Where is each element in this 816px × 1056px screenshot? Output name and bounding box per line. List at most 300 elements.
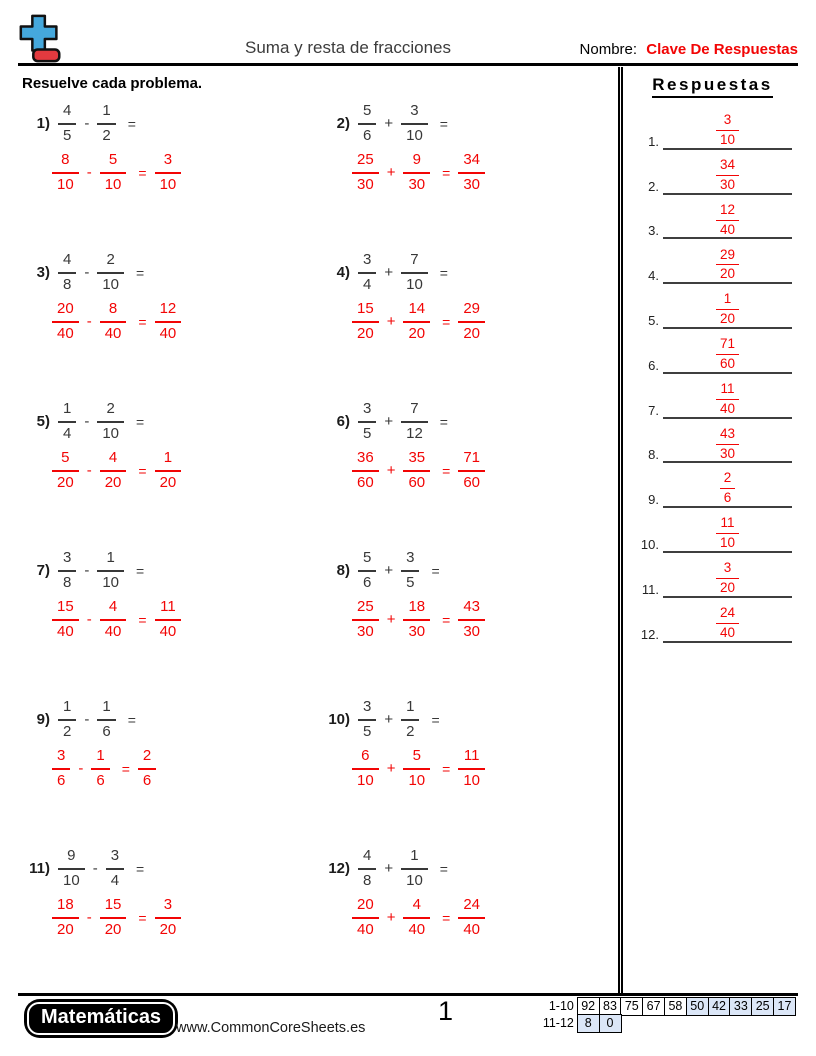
fraction-numerator: 43 [716,427,739,445]
work-fraction-second [100,599,127,640]
fraction-denominator: 10 [719,535,736,551]
equals-sign: = [136,413,145,430]
operator-sign: + [384,562,394,579]
answer-item [633,284,792,329]
answer-fraction [716,606,739,641]
fraction-numerator: 6 [352,748,379,770]
fraction-denominator: 8 [63,573,72,591]
fraction-denominator: 6 [363,573,372,591]
fraction-numerator: 3 [155,152,182,174]
equals-sign: = [442,462,451,479]
equals-sign: = [138,313,147,330]
answer-fraction [716,382,739,417]
problem-worked-solution [52,450,318,491]
fraction-second [401,848,428,889]
answer-blank-line [663,292,792,329]
fraction-first [358,401,376,442]
equals-sign: = [136,264,145,281]
problem-number: 6) [336,413,350,430]
fraction-numerator: 18 [52,897,79,919]
answer-fraction [716,113,739,148]
result-fraction [155,450,182,491]
score-row-2 [536,1014,796,1033]
score-row-label: 1-10 [548,999,574,1013]
answer-number: 4. [648,268,659,284]
operator-sign: - [86,462,92,479]
fraction-numerator: 4 [58,252,76,274]
fraction-numerator: 3 [358,699,376,721]
score-cell: 92 [577,997,600,1016]
problem-equation [318,550,618,591]
problems-area [18,67,618,993]
score-cell: 33 [729,997,752,1016]
fraction-denominator: 40 [463,920,481,938]
problem-worked-solution [352,152,618,193]
answer-item [633,195,792,240]
equals-sign: = [439,264,448,281]
fraction-numerator: 25 [352,599,379,621]
fraction-second [97,401,124,442]
fraction-numerator: 2 [720,471,736,489]
problem-number: 3) [36,264,50,281]
operator-sign: - [84,711,90,728]
work-fraction-first [352,599,379,640]
fraction-denominator: 10 [406,871,423,889]
answer-fraction [716,248,739,283]
score-cell: 50 [686,997,709,1016]
operator-sign: + [384,264,394,281]
result-fraction [138,748,156,789]
fraction-denominator: 2 [406,722,415,740]
fraction-numerator: 43 [458,599,485,621]
equals-sign: = [138,611,147,628]
answer-number: 11. [641,581,659,597]
fraction-numerator: 1 [401,848,428,870]
fraction-numerator: 5 [358,550,376,572]
fraction-denominator: 5 [363,424,372,442]
problem-equation [318,401,618,442]
answer-fraction [716,203,739,238]
fraction-numerator: 34 [716,158,739,176]
answer-key-text: Clave De Respuestas [646,41,798,58]
fraction-denominator: 30 [719,176,736,192]
fraction-denominator: 20 [719,579,736,595]
equals-sign: = [138,462,147,479]
fraction-denominator: 8 [363,871,372,889]
fraction-denominator: 40 [57,622,74,640]
answer-number: 12. [640,626,659,642]
fraction-numerator: 18 [403,599,430,621]
fraction-numerator: 3 [106,848,124,870]
problems-grid [18,94,618,988]
answer-blank-line [663,158,792,195]
answers-column [618,67,798,993]
work-fraction-second [403,897,430,938]
answer-number: 3. [648,223,659,239]
fraction-denominator: 10 [102,275,120,293]
fraction-numerator: 34 [458,152,485,174]
fraction-denominator: 6 [363,126,372,144]
fraction-numerator: 1 [97,103,115,125]
problem-equation [18,401,318,442]
problem-item [318,392,618,541]
fraction-second [106,848,124,889]
answer-number: 1. [648,133,659,149]
fraction-denominator: 10 [406,275,423,293]
fraction-denominator: 20 [57,473,74,491]
operator-sign: - [84,413,90,430]
fraction-first [58,550,76,591]
answer-item [633,374,792,419]
answer-number: 9. [648,492,659,508]
equals-sign: = [442,611,451,628]
answer-number: 2. [648,178,659,194]
problem-worked-solution [352,599,618,640]
fraction-numerator: 15 [352,301,379,323]
fraction-denominator: 40 [719,400,736,416]
fraction-denominator: 40 [408,920,426,938]
operator-sign: - [86,164,92,181]
work-fraction-second [100,897,127,938]
fraction-denominator: 20 [57,920,74,938]
equals-sign: = [442,164,451,181]
problem-item [318,243,618,392]
problem-number: 2) [336,115,350,132]
fraction-denominator: 60 [408,473,426,491]
fraction-denominator: 10 [406,126,423,144]
score-cell: 25 [751,997,774,1016]
fraction-numerator: 1 [97,699,115,721]
answer-item [633,105,792,150]
fraction-denominator: 8 [63,275,72,293]
answer-number: 8. [648,447,659,463]
score-cell: 0 [599,1014,622,1033]
problem-worked-solution [352,748,618,789]
fraction-second [401,252,428,293]
operator-sign: + [384,413,394,430]
fraction-numerator: 1 [401,699,419,721]
problem-item [318,839,618,988]
operator-sign: - [86,611,92,628]
equals-sign: = [127,711,136,728]
fraction-denominator: 20 [159,920,177,938]
fraction-numerator: 3 [716,113,739,131]
answer-item [633,598,792,643]
problem-worked-solution [52,599,318,640]
fraction-denominator: 6 [102,722,111,740]
fraction-numerator: 1 [155,450,182,472]
problem-number: 12) [328,860,350,877]
fraction-numerator: 29 [458,301,485,323]
work-fraction-first [352,897,379,938]
fraction-second [97,252,124,293]
answer-blank-line [663,606,792,643]
fraction-denominator: 40 [159,622,177,640]
fraction-numerator: 2 [97,252,124,274]
equals-sign: = [431,711,440,728]
fraction-numerator: 5 [358,103,376,125]
fraction-denominator: 5 [63,126,72,144]
fraction-numerator: 8 [100,301,127,323]
equals-sign: = [138,164,147,181]
equals-sign: = [138,909,147,926]
fraction-numerator: 1 [91,748,109,770]
fraction-first [58,252,76,293]
fraction-denominator: 10 [408,771,426,789]
instruction-text: Resuelve cada problema. [22,75,203,92]
fraction-denominator: 40 [357,920,374,938]
answer-fraction [716,427,739,462]
score-cell: 58 [664,997,687,1016]
operator-sign: + [386,760,396,777]
answer-fraction [716,516,739,551]
work-fraction-first [352,748,379,789]
work-fraction-first [52,450,79,491]
fraction-denominator: 10 [63,871,80,889]
fraction-numerator: 5 [100,152,127,174]
problem-equation [18,699,318,740]
fraction-second [97,103,115,144]
answer-item [633,150,792,195]
footer [18,993,798,1056]
operator-sign: + [384,115,394,132]
equals-sign: = [439,115,448,132]
problem-number: 4) [336,264,350,281]
result-fraction [155,152,182,193]
fraction-numerator: 4 [100,450,127,472]
score-row-label: 11-12 [542,1016,574,1031]
operator-sign: - [84,562,90,579]
operator-sign: - [86,909,92,926]
fraction-second [97,699,115,740]
problem-worked-solution [352,897,618,938]
work-fraction-second [100,301,127,342]
fraction-numerator: 7 [401,401,428,423]
answer-blank-line [663,382,792,419]
fraction-first [358,699,376,740]
problem-number: 9) [36,711,50,728]
equals-sign: = [431,562,440,579]
fraction-numerator: 35 [403,450,430,472]
problem-equation [18,550,318,591]
fraction-denominator: 40 [719,221,736,237]
problem-equation [318,252,618,293]
operator-sign: - [84,264,90,281]
problem-item [18,392,318,541]
fraction-denominator: 10 [57,175,74,193]
fraction-numerator: 2 [138,748,156,770]
score-cells [578,997,796,1016]
fraction-denominator: 30 [463,175,481,193]
score-cell: 83 [599,997,622,1016]
fraction-denominator: 6 [57,771,66,789]
fraction-numerator: 1 [97,550,124,572]
fraction-denominator: 10 [463,771,481,789]
fraction-numerator: 5 [52,450,79,472]
fraction-denominator: 2 [63,722,72,740]
header [18,0,798,66]
main-content [18,67,798,993]
fraction-denominator: 30 [357,622,374,640]
fraction-first [358,848,376,889]
fraction-denominator: 12 [406,424,423,442]
fraction-denominator: 20 [104,920,122,938]
fraction-numerator: 3 [401,103,428,125]
fraction-denominator: 10 [719,131,736,147]
operator-sign: + [386,313,396,330]
equals-sign: = [439,413,448,430]
problem-item [318,690,618,839]
answer-item [633,239,792,284]
fraction-denominator: 20 [463,324,481,342]
fraction-numerator: 3 [401,550,419,572]
fraction-first [58,401,76,442]
fraction-second [401,699,419,740]
fraction-denominator: 6 [723,490,732,506]
fraction-second [401,103,428,144]
work-fraction-first [52,748,70,789]
problem-equation [18,252,318,293]
work-fraction-second [91,748,109,789]
fraction-first [58,699,76,740]
fraction-numerator: 1 [716,292,739,310]
equals-sign: = [439,860,448,877]
fraction-denominator: 40 [104,324,122,342]
answer-number: 7. [648,402,659,418]
fraction-denominator: 60 [357,473,374,491]
operator-sign: - [78,760,84,777]
fraction-numerator: 12 [155,301,182,323]
fraction-denominator: 30 [357,175,374,193]
operator-sign: + [386,611,396,628]
fraction-numerator: 24 [716,606,739,624]
fraction-denominator: 60 [719,355,736,371]
problem-item [318,541,618,690]
fraction-numerator: 11 [155,599,182,621]
answer-fraction [716,158,739,193]
answer-blank-line [663,471,792,508]
result-fraction [155,301,182,342]
equals-sign: = [442,909,451,926]
fraction-numerator: 3 [52,748,70,770]
operator-sign: - [84,115,90,132]
problem-worked-solution [352,301,618,342]
problem-item [18,541,318,690]
problem-item [18,243,318,392]
fraction-denominator: 5 [406,573,415,591]
work-fraction-first [52,599,79,640]
fraction-numerator: 15 [52,599,79,621]
fraction-first [358,550,376,591]
answer-blank-line [663,561,792,598]
fraction-numerator: 8 [52,152,79,174]
fraction-denominator: 40 [719,624,736,640]
fraction-denominator: 40 [104,622,122,640]
page-title: Suma y resta de fracciones [245,38,451,57]
score-cell: 75 [620,997,643,1016]
fraction-denominator: 20 [719,266,736,282]
problem-equation [18,848,318,889]
work-fraction-first [352,152,379,193]
answer-item [633,508,792,553]
fraction-denominator: 30 [408,175,426,193]
fraction-denominator: 4 [63,424,72,442]
equals-sign: = [136,860,145,877]
site-url: www.CommonCoreSheets.es [176,1020,366,1036]
answer-blank-line [663,427,792,464]
page-number: 1 [438,996,454,1026]
answer-item [633,329,792,374]
answer-fraction [716,337,739,372]
fraction-numerator: 3 [155,897,182,919]
operator-sign: + [386,164,396,181]
equals-sign: = [442,313,451,330]
fraction-numerator: 24 [458,897,485,919]
result-fraction [458,301,485,342]
fraction-second [97,550,124,591]
problem-item [318,94,618,243]
equals-sign: = [127,115,136,132]
fraction-numerator: 4 [58,103,76,125]
fraction-numerator: 20 [52,301,79,323]
fraction-numerator: 3 [58,550,76,572]
fraction-denominator: 40 [57,324,74,342]
answer-blank-line [663,248,792,285]
fraction-numerator: 3 [358,252,376,274]
score-cells [578,1014,622,1033]
fraction-numerator: 12 [716,203,739,221]
work-fraction-second [403,450,430,491]
fraction-numerator: 3 [358,401,376,423]
fraction-first [58,848,85,889]
answer-number: 6. [648,357,659,373]
answer-item [633,463,792,508]
fraction-denominator: 20 [357,324,374,342]
answer-fraction [716,561,739,596]
problem-number: 11) [29,860,50,877]
fraction-denominator: 30 [463,622,481,640]
answer-blank-line [663,203,792,240]
fraction-numerator: 11 [716,382,739,400]
fraction-numerator: 11 [458,748,485,770]
problem-number: 8) [336,562,350,579]
problem-equation [318,103,618,144]
fraction-numerator: 29 [716,248,739,266]
fraction-denominator: 6 [96,771,105,789]
fraction-numerator: 14 [403,301,430,323]
fraction-numerator: 5 [403,748,430,770]
score-cell: 42 [708,997,731,1016]
work-fraction-first [52,152,79,193]
fraction-denominator: 20 [104,473,122,491]
score-row-1 [536,997,796,1016]
work-fraction-second [403,152,430,193]
fraction-denominator: 30 [719,445,736,461]
fraction-denominator: 10 [102,573,120,591]
answer-blank-line [663,516,792,553]
answer-number: 10. [640,536,659,552]
answers-title: Respuestas [633,75,792,95]
fraction-numerator: 11 [716,516,739,534]
fraction-denominator: 2 [102,126,111,144]
fraction-numerator: 3 [716,561,739,579]
answer-item [633,419,792,464]
fraction-numerator: 15 [100,897,127,919]
fraction-numerator: 9 [58,848,85,870]
operator-sign: - [92,860,98,877]
problem-worked-solution [52,152,318,193]
fraction-first [358,103,376,144]
